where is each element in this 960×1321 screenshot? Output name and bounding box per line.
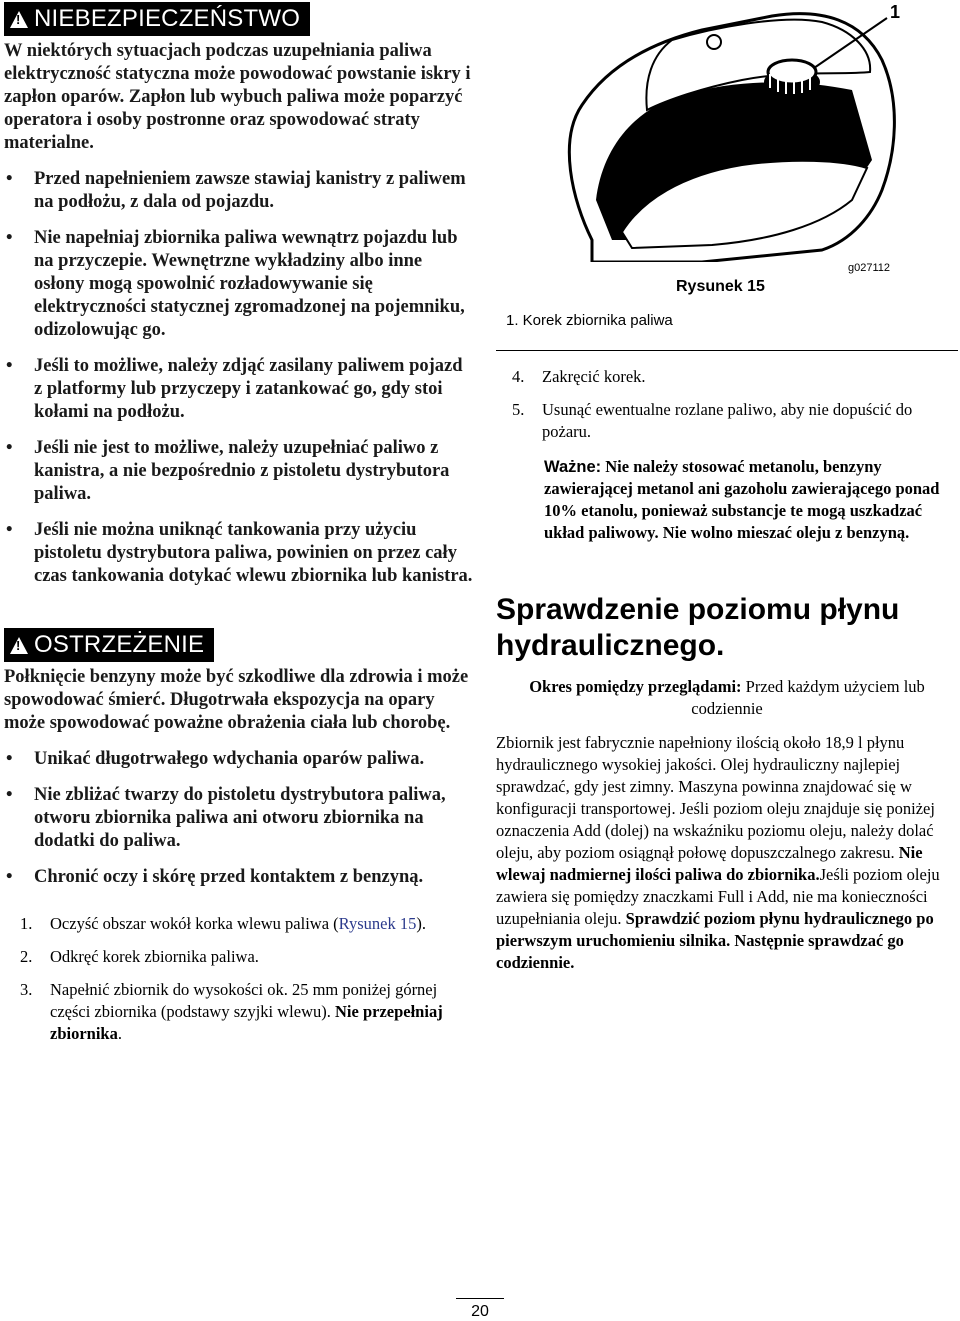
figure-15 (496, 0, 958, 345)
danger-bullet: • Jeśli to możliwe, należy zdjąć zasilany paliwem pojazd z platformy lub przyczepy i zatankować go, gdy stoi kołami na podłożu. (4, 355, 474, 424)
right-column (496, 0, 958, 972)
warning-bullets (4, 748, 474, 889)
step-number: 4. (512, 367, 525, 386)
warning-bullet: • Unikać długotrwałego wdychania oparów paliwa. (4, 748, 474, 771)
warning-box (4, 628, 474, 889)
step-1 (4, 913, 474, 935)
step-number: 3. (20, 980, 33, 999)
fuel-tank-illustration (552, 0, 902, 262)
step-4 (496, 366, 958, 388)
step-text-tail: ). (416, 914, 426, 933)
step-number: 2. (20, 947, 33, 966)
interval-value: Przed każdym użyciem lub codziennie (691, 677, 925, 718)
paragraph-text: Jeśli poziom oleju zawiera się pomiędzy znaczkami Full i Add, nie ma konieczności uzupełniania oleju. (496, 865, 940, 928)
danger-bullets (4, 168, 474, 588)
warning-body (4, 666, 474, 889)
interval-label: Okres pomiędzy przeglądami: (529, 677, 742, 696)
danger-intro: W niektórych sytuacjach podczas uzupełniania paliwa elektryczność statyczna może powodować powstanie iskry i zapłon oparów. Zapłon lub wybuch paliwa może poparzyć operatora i osoby postronne oraz spowodować straty materialne. (4, 41, 471, 153)
warning-intro: Połknięcie benzyny może być szkodliwe dla zdrowia i może spowodować śmierć. Długotrwała ekspozycja na opary może spowodować poważne obrażenia ciała lub chorobę. (4, 667, 469, 733)
step-2 (4, 946, 474, 968)
step-text: Oczyść obszar wokół korka wlewu paliwa ( (50, 914, 339, 933)
warning-bullet: • Nie zbliżać twarzy do pistoletu dystrybutora paliwa, otworu zbiornika paliwa ani otworu zbiornika na dodatki do paliwa. (4, 784, 474, 853)
service-interval (496, 676, 958, 720)
figure-caption: 1. Korek zbiornika paliwa (506, 312, 673, 329)
warning-banner (4, 628, 214, 662)
page-number: 20 (456, 1298, 504, 1321)
danger-bullet: • Jeśli nie można uniknąć tankowania przy użyciu pistoletu dystrybutora paliwa, powinien on przez cały czas tankowania dotykać wlewu zbiornika lub kanistra. (4, 519, 474, 588)
fuel-cap-top (768, 60, 816, 84)
important-label: Ważne: (544, 458, 602, 476)
paragraph-bold: Sprawdzić poziom płynu hydraulicznego po pierwszym uruchomieniu silnika. Następnie sprawdzać go codziennie. (496, 909, 934, 972)
step-5 (496, 399, 958, 443)
warning-triangle-icon (10, 637, 28, 654)
danger-title: NIEBEZPIECZEŃSTWO (34, 5, 301, 32)
section-paragraph (496, 732, 958, 974)
section-title: Sprawdzenie poziomu płynu hydraulicznego. (496, 593, 900, 662)
figure-link[interactable]: Rysunek 15 (338, 914, 417, 933)
steps-right (496, 366, 958, 454)
step-text-tail: . (117, 1024, 122, 1043)
step-number: 5. (512, 400, 525, 419)
important-note (544, 456, 954, 544)
warning-bullet: • Chronić oczy i skórę przed kontaktem z benzyną. (4, 866, 474, 889)
danger-bullet: • Jeśli nie jest to możliwe, należy uzupełniać paliwo z kanistra, a nie bezpośrednio z pistoletu dystrybutora paliwa. (4, 437, 474, 506)
steps-left (4, 913, 474, 1045)
left-column (4, 2, 474, 1056)
callout-number: 1 (889, 2, 900, 22)
step-3 (4, 979, 474, 1045)
warning-triangle-icon (10, 11, 28, 28)
step-text: Odkręć korek zbiornika paliwa. (50, 947, 259, 966)
figure-title: Rysunek 15 (676, 278, 765, 295)
paragraph-bold: Nie wlewaj nadmiernej ilości paliwa do zbiornika. (496, 843, 923, 884)
danger-bullet: • Przed napełnieniem zawsze stawiaj kanistry z paliwem na podłożu, z dala od pojazdu. (4, 168, 474, 214)
step-text: Usunąć ewentualne rozlane paliwo, aby nie dopuścić do pożaru. (542, 400, 913, 441)
danger-box (4, 2, 474, 588)
danger-banner (4, 2, 310, 36)
important-text: Nie należy stosować metanolu, benzyny zawierającej metanol ani gazoholu zawierającego ponad 10% etanolu, ponieważ substancje te mogą uszkadzać układ paliwowy. Nie wolno mieszać oleju z benzyną. (544, 457, 940, 542)
step-text-bold: Nie przepełniaj zbiornika (50, 1002, 443, 1043)
step-text: Napełnić zbiornik do wysokości ok. 25 mm poniżej górnej części zbiornika (podstawy szyjki wlewu). (50, 980, 438, 1021)
step-text: Zakręcić korek. (542, 367, 646, 386)
danger-bullet-text: Nie napełniaj zbiornika paliwa wewnątrz pojazdu lub na przyczepie. Wewnętrzne wykładziny albo inne osłony mogą spowolnić rozładowywanie się elektryczności statycznej zgromadzonej na pojemniku, odizolowując go. (34, 228, 465, 340)
danger-body (4, 40, 474, 588)
caption-rule (496, 350, 958, 351)
figure-code: g027112 (848, 262, 891, 274)
paragraph-text: Zbiornik jest fabrycznie napełniony ilością około 18,9 l płynu hydraulicznego wysokiej jakości. Olej hydrauliczny najlepiej sprawdzać, gdy jest zimny. Maszyna powinna znajdować się w konfiguracji transportowej. Jeśli poziom oleju znajduje się poniżej oznaczenia Add (dolej) na wskaźniku poziomu oleju, należy dolać oleju, aby poziom osiągnął połowę dopuszczalnego zakresu. (496, 733, 935, 862)
danger-bullet (4, 227, 474, 342)
warning-title: OSTRZEŻENIE (34, 631, 205, 658)
step-number: 1. (20, 914, 33, 933)
